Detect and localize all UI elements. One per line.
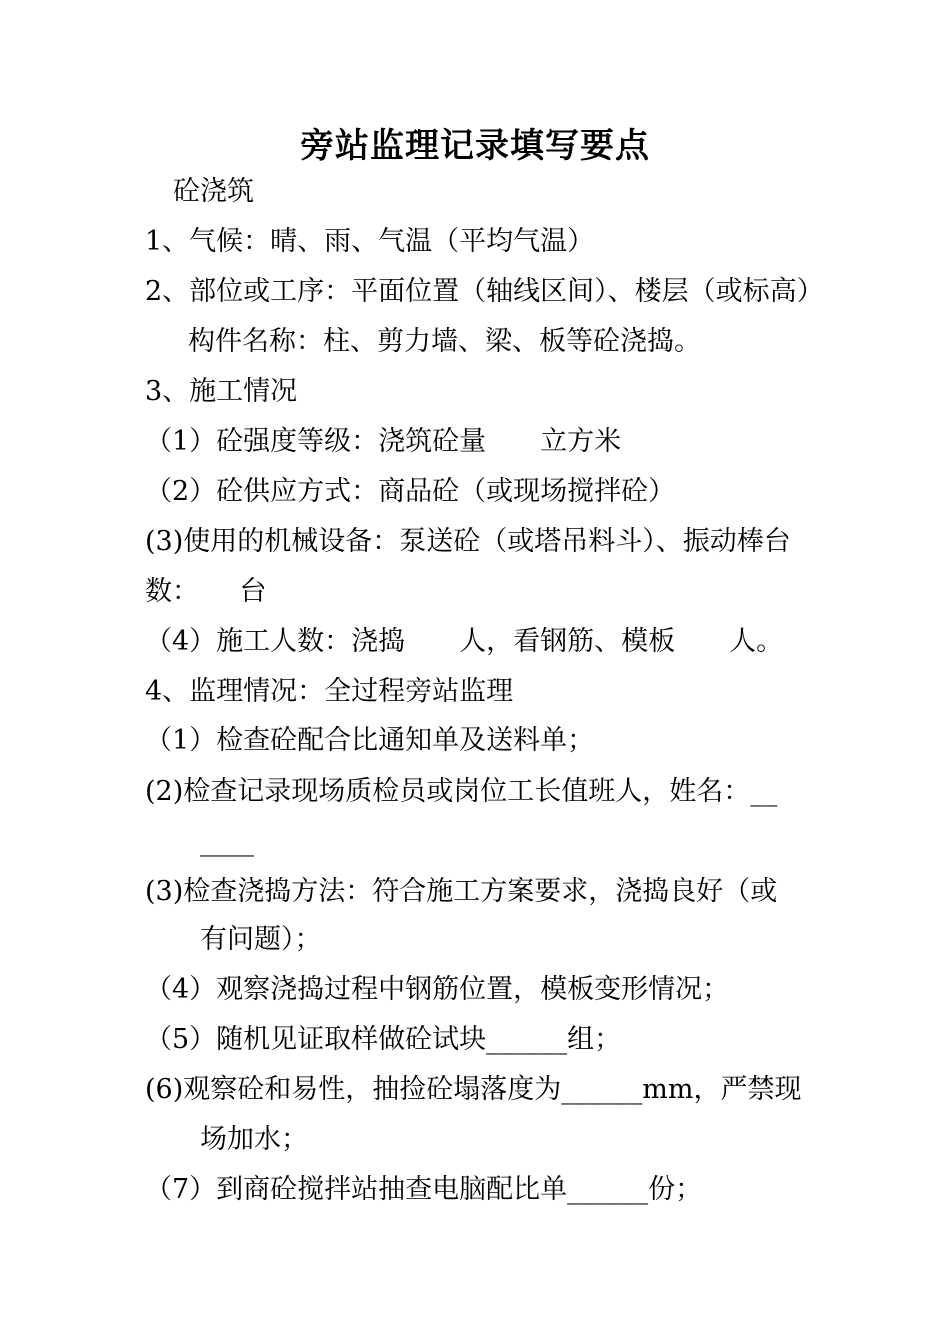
text-line: （5）随机见证取样做砼试块______组； <box>145 1024 622 1055</box>
text-line: 4、监理情况：全过程旁站监理 <box>145 676 514 707</box>
text-line: 数： 台 <box>145 576 267 607</box>
text-line: (3)检查浇捣方法：符合施工方案要求，浇捣良好（或 <box>145 876 778 907</box>
text-line: （1）检查砼配合比通知单及送料单； <box>145 725 595 756</box>
text-line: （1）砼强度等级：浇筑砼量 立方米 <box>145 426 622 457</box>
text-line: (3)使用的机械设备：泵送砼（或塔吊料斗）、振动棒台 <box>145 526 791 557</box>
text-line: 场加水； <box>200 1124 308 1155</box>
text-line: 构件名称：柱、剪力墙、梁、板等砼浇捣。 <box>188 326 701 357</box>
text-line: （2）砼供应方式：商品砼（或现场搅拌砼） <box>145 476 676 507</box>
text-line: （7）到商砼搅拌站抽查电脑配比单______份； <box>145 1174 703 1205</box>
text-line: ____ <box>200 826 254 857</box>
text-line: 有问题）； <box>200 924 322 955</box>
text-line: 3、施工情况 <box>145 376 298 407</box>
text-line: 1、气候：晴、雨、气温（平均气温） <box>145 226 595 257</box>
text-line: (6)观察砼和易性，抽捡砼塌落度为______mm，严禁现 <box>145 1074 802 1105</box>
page-title: 旁站监理记录填写要点 <box>300 126 650 166</box>
text-line: (2)检查记录现场质检员或岗位工长值班人，姓名：__ <box>145 776 778 807</box>
text-line: （4）观察浇捣过程中钢筋位置，模板变形情况； <box>145 974 730 1005</box>
section-heading: 砼浇筑 <box>173 176 254 207</box>
text-line: 2、部位或工序：平面位置（轴线区间）、楼层（或标高） <box>145 276 824 307</box>
text-line: （4）施工人数：浇捣 人，看钢筋、模板 人。 <box>145 626 784 657</box>
